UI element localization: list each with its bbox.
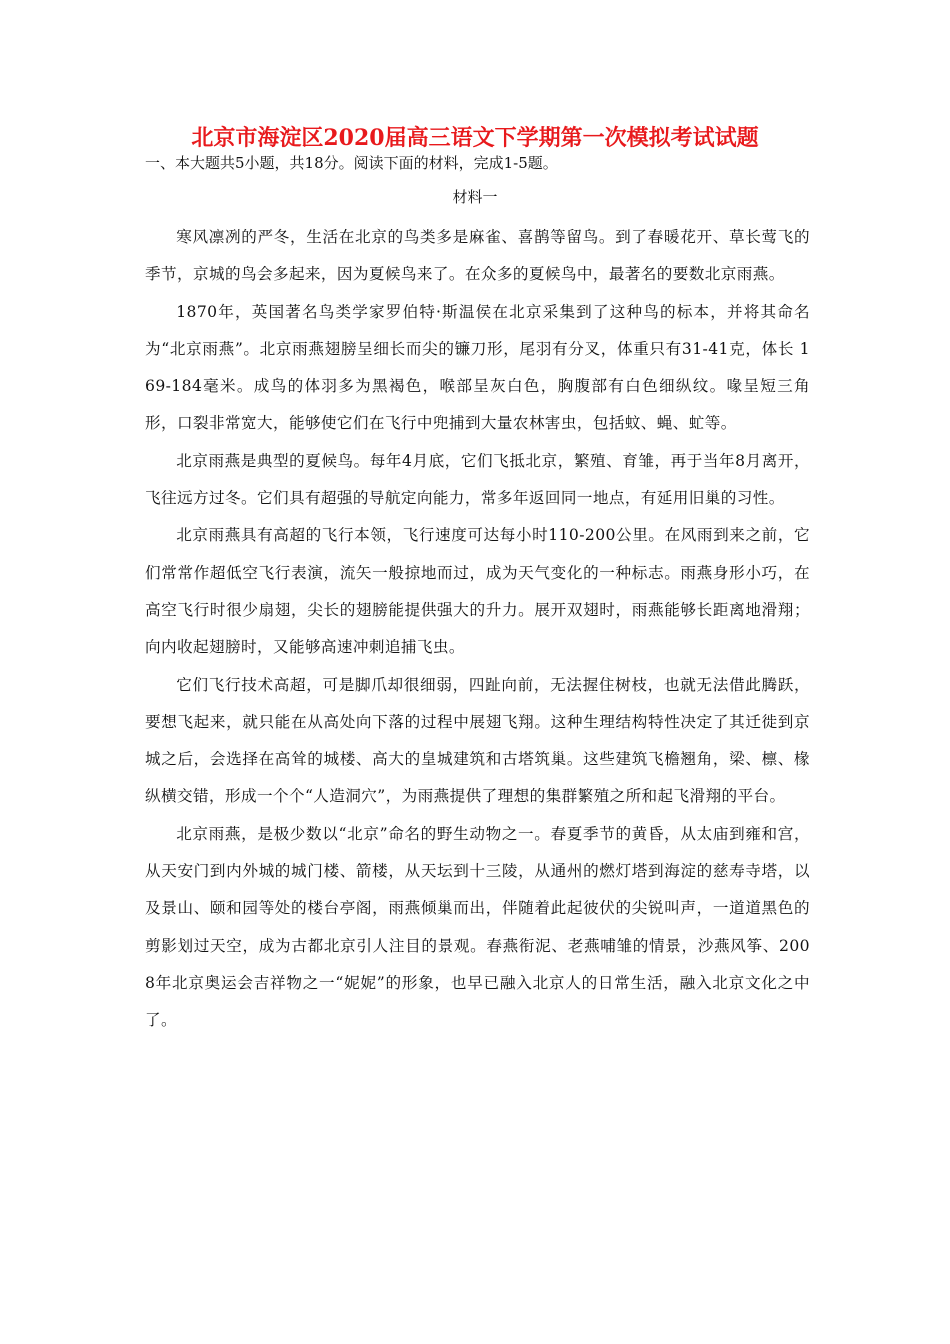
paragraph: 北京雨燕具有高超的飞行本领，飞行速度可达每小时110-200公里。在风雨到来之前，它们常常作超低空飞行表演，流矢一般掠地而过，成为天气变化的一种标志。雨燕身形小巧，在高空飞行时很少扇翅，尖长的翅膀能提供强大的升力。展开双翅时，雨燕能够长距离地滑翔；向内收起翅膀时，又能够高速冲刺追捕飞虫。	[145, 526, 810, 657]
paragraph: 北京雨燕，是极少数以“北京”命名的野生动物之一。春夏季节的黄昏，从太庙到雍和宫，从天安门到内外城的城门楼、箭楼，从天坛到十三陵，从通州的燃灯塔到海淀的慈寿寺塔，以及景山、颐和园等处的楼台亭阁，雨燕倾巢而出，伴随着此起彼伏的尖锐叫声，一道道黑色的剪影划过天空，成为古都北京引人注目的景观。春燕衔泥、老燕哺雏的情景，沙燕风筝、2008年北京奥运会吉祥物之一“妮妮”的形象，也早已融入北京人的日常生活，融入北京文化之中了。	[145, 824, 810, 1030]
article-body	[145, 219, 810, 1040]
document-title: 北京市海淀区2020届高三语文下学期第一次模拟考试试题	[191, 125, 759, 151]
material-title: 材料一	[452, 188, 498, 206]
paragraph: 北京雨燕是典型的夏候鸟。每年4月底，它们飞抵北京，繁殖、育雏，再于当年8月离开，飞往远方过冬。它们具有超强的导航定向能力，常多年返回同一地点，有延用旧巢的习性。	[145, 451, 810, 508]
paragraph: 它们飞行技术高超，可是脚爪却很细弱，四趾向前，无法握住树枝，也就无法借此腾跃，要想飞起来，就只能在从高处向下落的过程中展翅飞翔。这种生理结构特性决定了其迁徙到京城之后，会选择在高耸的城楼、高大的皇城建筑和古塔筑巢。这些建筑飞檐翘角，梁、檩、椽纵横交错，形成一个个“人造洞穴”，为雨燕提供了理想的集群繁殖之所和起飞滑翔的平台。	[145, 675, 810, 806]
section-heading: 一、本大题共5小题，共18分。阅读下面的材料，完成1-5题。	[145, 154, 558, 172]
paragraph: 1870年，英国著名鸟类学家罗伯特·斯温侯在北京采集到了这种鸟的标本，并将其命名为“北京雨燕”。北京雨燕翅膀呈细长而尖的镰刀形，尾羽有分叉，体重只有31-41克，体长 169-184毫米。成鸟的体羽多为黑褐色，喉部呈灰白色，胸腹部有白色细纵纹。喙呈短三角形，口裂非常宽大，能够使它们在飞行中兜捕到大量农林害虫，包括蚊、蝇、虻等。	[145, 302, 810, 433]
paragraph: 寒风凛冽的严冬，生活在北京的鸟类多是麻雀、喜鹊等留鸟。到了春暖花开、草长莺飞的季节，京城的鸟会多起来，因为夏候鸟来了。在众多的夏候鸟中，最著名的要数北京雨燕。	[145, 228, 810, 284]
